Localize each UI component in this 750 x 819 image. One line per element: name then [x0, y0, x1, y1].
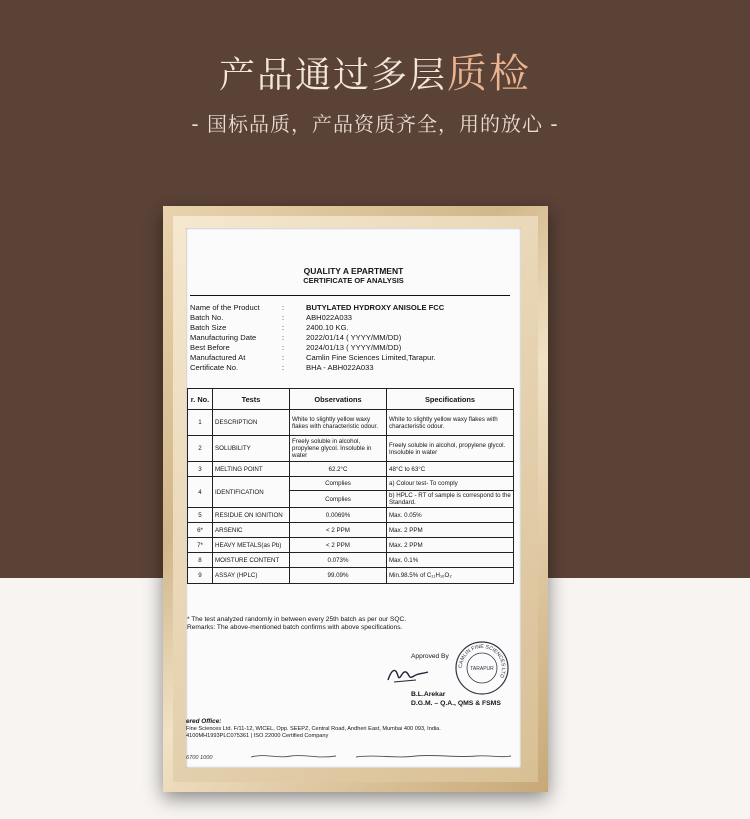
info-value: 2024/01/13 ( YYYY/MM/DD) — [306, 343, 402, 352]
table-row — [188, 436, 514, 462]
info-label: Certificate No. — [190, 363, 239, 372]
info-row — [190, 323, 444, 333]
info-label: Manufactured At — [190, 353, 246, 362]
row-observation: 99.09% — [290, 568, 387, 584]
approved-by-label: Approved By — [411, 653, 449, 660]
info-colon: : — [282, 323, 285, 332]
row-test: DESCRIPTION — [213, 410, 290, 436]
info-label: Batch Size — [190, 323, 227, 332]
row-no: 4 — [188, 477, 213, 508]
seal-center-text: TARAPUR — [470, 666, 494, 672]
row-test: HEAVY METALS(as Pb) — [213, 538, 290, 553]
row-test: IDENTIFICATION — [213, 477, 290, 508]
company-seal — [454, 640, 510, 696]
note-random-test: * The test analyzed randomly in between every 25th batch as per our SQC. — [187, 616, 407, 623]
info-label: Batch No. — [190, 313, 224, 322]
row-observation: Complies — [290, 477, 387, 491]
row-specification: Max. 2 PPM — [387, 523, 514, 538]
svg-text:CAMLIN FINE SCIENCES LTD — [458, 644, 506, 679]
table-row — [188, 462, 514, 477]
info-row — [190, 303, 444, 313]
row-observation: < 2 PPM — [290, 538, 387, 553]
row-observation: < 2 PPM — [290, 523, 387, 538]
office-cin: 4100MH1993PLC075361 | ISO 22000 Certified Company — [186, 733, 329, 739]
info-value: 2400.10 KG. — [306, 323, 349, 332]
banner-title-main: 产品通过多层 — [218, 55, 447, 96]
row-specification: 48°C to 63°C — [387, 462, 514, 477]
seal-ring-text: CAMLIN FINE SCIENCES LTD — [457, 643, 507, 679]
signer-block — [411, 690, 501, 708]
certificate-frame — [163, 206, 548, 792]
row-specification: Min.98.5% of C₁₁H₁₆O₂ — [387, 568, 514, 584]
signer-title: D.G.M. – Q.A., QMS & FSMS — [411, 700, 501, 707]
banner-title — [0, 42, 750, 99]
banner-subtitle: - 国标品质，产品资质齐全，用的放心 - — [191, 112, 559, 136]
row-test: RESIDUE ON IGNITION — [213, 508, 290, 523]
row-no: 7* — [188, 538, 213, 553]
col-header-observations: Observations — [290, 389, 387, 410]
info-value: BUTYLATED HYDROXY ANISOLE FCC — [306, 303, 445, 312]
table-row — [188, 538, 514, 553]
col-header-tests: Tests — [213, 389, 290, 410]
info-row — [190, 333, 444, 343]
row-test: SOLUBILITY — [213, 436, 290, 462]
row-observation: 62.2°C — [290, 462, 387, 477]
table-row — [188, 568, 514, 584]
banner-title-highlight: 质检 — [447, 51, 531, 97]
row-observation: 0.073% — [290, 553, 387, 568]
table-row — [188, 553, 514, 568]
info-colon: : — [282, 343, 285, 352]
row-observation: White to slightly yellow waxy flakes with characteristic odour. — [290, 410, 387, 436]
info-value: ABH022A033 — [306, 313, 353, 322]
office-address: Fine Sciences Ltd. F/11-12, WICEL, Opp. SEEPZ, Central Road, Andheri East, Mumbai 400 093, India. — [186, 725, 441, 732]
product-info — [190, 303, 444, 373]
row-no: 3 — [188, 462, 213, 477]
registered-office — [186, 718, 441, 741]
row-no: 1 — [188, 410, 213, 436]
info-row — [190, 313, 444, 323]
note-remarks: Remarks: The above-mentioned batch confirms with above specifications. — [187, 624, 403, 631]
signature — [386, 664, 430, 686]
certificate-header-department: QUALITY A EPARTMENT — [303, 266, 404, 276]
table-header-row — [188, 389, 514, 410]
row-specification: Max. 2 PPM — [387, 538, 514, 553]
analysis-table — [187, 388, 514, 584]
row-test: MOISTURE CONTENT — [213, 553, 290, 568]
row-specification: Max. 0.05% — [387, 508, 514, 523]
info-row — [190, 363, 444, 373]
info-colon: : — [282, 303, 285, 312]
info-value: BHA - ABH022A033 — [306, 363, 374, 372]
footer-code: 6700 1000 — [186, 755, 213, 761]
row-no: 6* — [188, 523, 213, 538]
table-row — [188, 508, 514, 523]
notes — [187, 616, 406, 632]
row-no: 5 — [188, 508, 213, 523]
info-colon: : — [282, 353, 285, 362]
header-rule — [190, 295, 510, 296]
info-row — [190, 353, 444, 363]
row-test: ASSAY (HPLC) — [213, 568, 290, 584]
row-specification: b) HPLC - RT of sample is correspond to the Standard. — [387, 491, 514, 508]
row-no: 9 — [188, 568, 213, 584]
info-colon: : — [282, 363, 285, 372]
row-specification: White to slightly yellow waxy flakes with characteristic odour. — [387, 410, 514, 436]
info-row — [190, 343, 444, 353]
row-observation: Freely soluble in alcohol, propylene glycol. Insoluble in water — [290, 436, 387, 462]
info-colon: : — [282, 313, 285, 322]
row-test: ARSENIC — [213, 523, 290, 538]
certificate-header-title: CERTIFICATE OF ANALYSIS — [303, 276, 404, 285]
row-no: 2 — [188, 436, 213, 462]
row-observation: 0.0069% — [290, 508, 387, 523]
signer-name: B.L.Arekar — [411, 691, 446, 698]
row-no: 8 — [188, 553, 213, 568]
table-row — [188, 477, 514, 491]
row-test: MELTING POINT — [213, 462, 290, 477]
certificate-document — [186, 228, 521, 768]
row-specification: a) Colour test- To comply — [387, 477, 514, 491]
col-header-no: r. No. — [188, 389, 213, 410]
row-specification: Max. 0.1% — [387, 553, 514, 568]
footer-handwriting — [246, 751, 516, 761]
info-label: Best Before — [190, 343, 230, 352]
row-specification: Freely soluble in alcohol, propylene glycol. Insoluble in water — [387, 436, 514, 462]
col-header-specifications: Specifications — [387, 389, 514, 410]
table-row — [188, 523, 514, 538]
row-observation: Complies — [290, 491, 387, 508]
info-value: Camlin Fine Sciences Limited,Tarapur. — [306, 353, 436, 362]
table-row — [188, 410, 514, 436]
info-label: Manufacturing Date — [190, 333, 257, 342]
office-heading: ered Office: — [186, 718, 222, 725]
info-label: Name of the Product — [190, 303, 260, 312]
info-value: 2022/01/14 ( YYYY/MM/DD) — [306, 333, 402, 342]
info-colon: : — [282, 333, 285, 342]
